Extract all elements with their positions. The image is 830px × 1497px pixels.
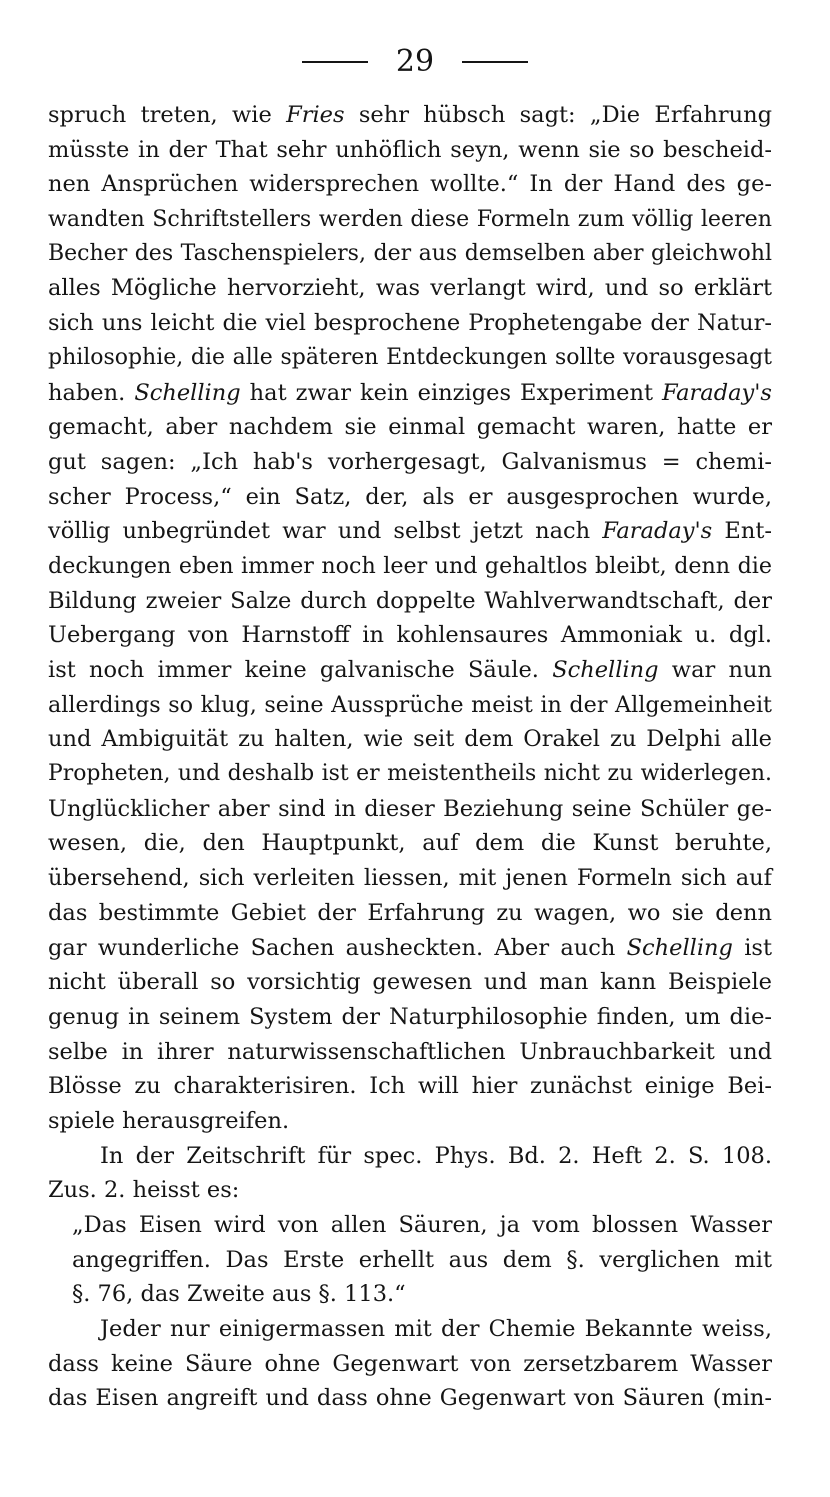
text-segment: nicht überall so vorsichtig gewesen und man kann Beispiele xyxy=(48,969,772,996)
text-segment: allerdings so klug, seine Aussprüche meist in der Allgemeinheit xyxy=(48,691,772,718)
text-line xyxy=(48,271,772,306)
text-line xyxy=(48,410,772,445)
text-line xyxy=(48,1173,772,1208)
text-segment: alles Mögliche hervorzieht, was verlangt wird, und so erklärt xyxy=(48,275,772,302)
text-line xyxy=(48,376,772,411)
header-rule-left xyxy=(302,61,368,63)
text-line xyxy=(48,1000,772,1035)
text-segment: spruch treten, wie xyxy=(48,102,287,128)
text-line xyxy=(48,861,772,896)
text-segment: §. 76, das Zweite aus §. 113.“ xyxy=(72,1281,406,1308)
text-line xyxy=(48,722,772,757)
text-line xyxy=(48,514,772,549)
italic-name: Faraday's xyxy=(662,379,772,406)
text-line xyxy=(48,1208,772,1243)
text-segment: wesen, die, den Hauptpunkt, auf dem die Kunst beruhte, xyxy=(48,830,772,857)
text-line xyxy=(48,306,772,341)
text-line xyxy=(48,896,772,931)
text-segment: sich uns leicht die viel besprochene Prophetengabe der Natur- xyxy=(48,310,772,337)
page-number: 29 xyxy=(395,44,435,79)
text-segment: philosophie, die alle späteren Entdeckungen sollte vorausgesagt xyxy=(48,344,772,370)
text-segment: scher Process,“ ein Satz, der, als er ausgesprochen wurde, xyxy=(48,483,772,510)
text-segment: gemacht, aber nachdem sie einmal gemacht waren, hatte er xyxy=(48,414,772,441)
text-segment: Ent- xyxy=(712,518,772,545)
text-segment: Unglücklicher aber sind in dieser Beziehung seine Schüler ge- xyxy=(48,795,772,822)
text-line xyxy=(48,98,772,133)
text-segment: sehr hübsch sagt: „Die Erfahrung xyxy=(344,102,772,128)
text-segment: müsste in der That sehr unhöflich seyn, wenn sie so bescheid- xyxy=(48,136,772,163)
text-segment: Zus. 2. heisst es: xyxy=(48,1177,240,1204)
text-segment: selbe in ihrer naturwissenschaftlichen Unbrauchbarkeit und xyxy=(48,1038,772,1065)
italic-name: Faraday's xyxy=(602,518,713,545)
text-segment: dass keine Säure ohne Gegenwart von zersetzbarem Wasser xyxy=(48,1350,772,1377)
text-segment: „Das Eisen wird von allen Säuren, ja vom blossen Wasser xyxy=(72,1212,772,1238)
text-segment: völlig unbegründet war und selbst jetzt nach xyxy=(48,518,603,545)
text-line xyxy=(48,1069,772,1104)
text-line xyxy=(48,549,772,584)
italic-name: Schelling xyxy=(626,934,733,961)
text-segment: das bestimmte Gebiet der Erfahrung zu wagen, wo sie denn xyxy=(48,899,772,926)
text-segment: und Ambiguität zu halten, wie seit dem Orakel zu Delphi alle xyxy=(48,726,772,753)
text-segment: ist noch immer keine galvanische Säule. xyxy=(48,657,553,683)
text-line xyxy=(48,202,772,237)
text-segment: Becher des Taschenspielers, der aus demselben aber gleichwohl xyxy=(48,240,772,266)
text-segment: hat zwar kein einziges Experiment xyxy=(240,379,663,406)
text-line xyxy=(48,445,772,480)
text-segment: Jeder nur einigermassen mit der Chemie Bekannte weiss, xyxy=(100,1316,772,1343)
italic-name: Fries xyxy=(286,102,345,128)
text-segment: Bildung zweier Salze durch doppelte Wahlverwandtschaft, der xyxy=(48,587,772,614)
italic-name: Schelling xyxy=(552,657,659,683)
text-segment: war nun xyxy=(658,657,772,683)
text-line xyxy=(48,341,772,376)
text-segment: gut sagen: „Ich hab's vorhergesagt, Galvanismus = chemi- xyxy=(48,448,772,475)
text-line xyxy=(48,1277,772,1312)
text-line xyxy=(48,1347,772,1382)
text-line xyxy=(48,584,772,619)
text-segment: genug in seinem System der Naturphilosophie finden, um die- xyxy=(48,1003,772,1030)
text-segment: deckungen eben immer noch leer und gehaltlos bleibt, denn die xyxy=(48,552,772,579)
page-header xyxy=(0,40,830,84)
text-line xyxy=(48,757,772,792)
text-line xyxy=(48,167,772,202)
text-line xyxy=(48,618,772,653)
text-line xyxy=(48,133,772,168)
text-line xyxy=(48,688,772,723)
text-line xyxy=(48,965,772,1000)
text-line xyxy=(48,1139,772,1174)
text-line xyxy=(48,931,772,966)
text-segment: haben. xyxy=(48,379,135,406)
text-segment: Blösse zu charakterisiren. Ich will hier zunächst einige Bei- xyxy=(48,1073,772,1100)
text-segment: In der Zeitschrift für spec. Phys. Bd. 2. Heft 2. S. 108. xyxy=(100,1142,772,1169)
text-segment: das Eisen angreift und dass ohne Gegenwart von Säuren (min- xyxy=(48,1385,772,1412)
text-line xyxy=(48,1035,772,1070)
text-segment: ist xyxy=(732,934,772,961)
text-segment: angegriffen. Das Erste erhellt aus dem §. verglichen mit xyxy=(72,1246,772,1273)
text-line xyxy=(48,1312,772,1347)
text-segment: übersehend, sich verleiten liessen, mit jenen Formeln sich auf xyxy=(48,865,772,892)
text-line xyxy=(48,1243,772,1278)
text-line xyxy=(48,237,772,272)
text-line xyxy=(48,792,772,827)
text-line xyxy=(48,826,772,861)
text-segment: nen Ansprüchen widersprechen wollte.“ In der Hand des ge- xyxy=(48,171,772,198)
italic-name: Schelling xyxy=(134,379,241,406)
body-text xyxy=(48,98,772,1416)
text-line xyxy=(48,1104,772,1139)
header-rule-right xyxy=(462,61,528,63)
text-segment: spiele herausgreifen. xyxy=(48,1107,290,1134)
text-segment: gar wunderliche Sachen ausheckten. Aber auch xyxy=(48,934,627,961)
text-line xyxy=(48,653,772,688)
text-line xyxy=(48,1381,772,1416)
text-segment: wandten Schriftstellers werden diese Formeln zum völlig leeren xyxy=(48,206,772,233)
text-segment: Propheten, und deshalb ist er meistentheils nicht zu widerlegen. xyxy=(48,761,772,787)
text-line xyxy=(48,480,772,515)
text-segment: Uebergang von Harnstoff in kohlensaures Ammoniak u. dgl. xyxy=(48,622,772,649)
